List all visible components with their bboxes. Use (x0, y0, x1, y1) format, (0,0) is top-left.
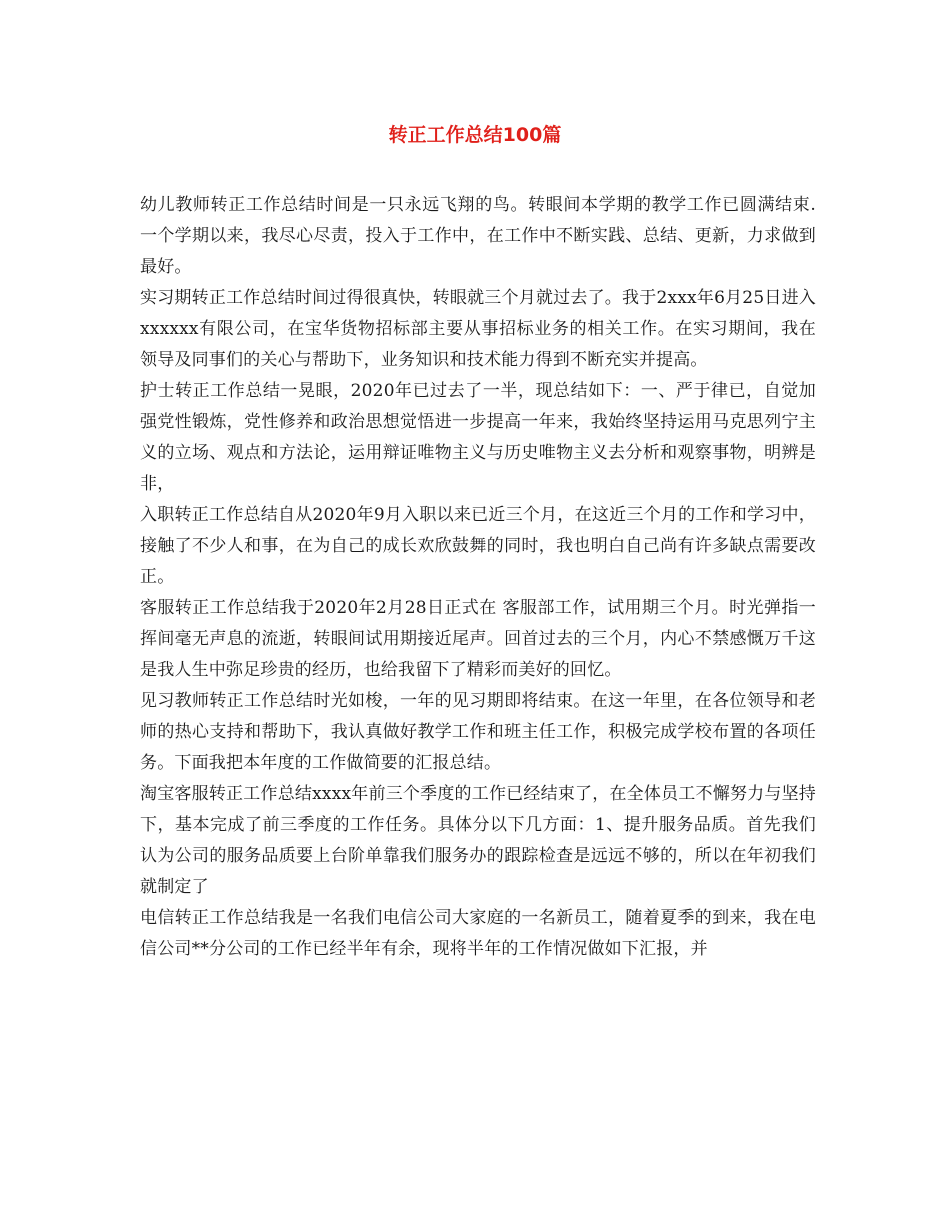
document-body (140, 190, 816, 965)
paragraph-nurse: 护士转正工作总结一晃眼，2020年已过去了一半，现总结如下：一、严于律已，自觉加强党性锻炼，党性修养和政治思想觉悟进一步提高一年来，我始终坚持运用马克思列宁主义的立场、观点和方法论，运用辩证唯物主义与历史唯物主义去分析和观察事物，明辨是非， (140, 381, 816, 494)
paragraph-internship: 实习期转正工作总结时间过得很真快，转眼就三个月就过去了。我于2xxx年6月25日进入xxxxxx有限公司，在宝华货物招标部主要从事招标业务的相关工作。在实习期间，我在领导及同事们的关心与帮助下，业务知识和技术能力得到不断充实并提高。 (140, 288, 816, 370)
document-title: 转正工作总结100篇 (388, 124, 562, 146)
paragraph-customer-service: 客服转正工作总结我于2020年2月28日正式在 客服部工作，试用期三个月。时光弹指一挥间毫无声息的流逝，转眼间试用期接近尾声。回首过去的三个月，内心不禁感慨万千这是我人生中弥足珍贵的经历，也给我留下了精彩而美好的回忆。 (140, 598, 816, 680)
paragraph-telecom: 电信转正工作总结我是一名我们电信公司大家庭的一名新员工，随着夏季的到来，我在电信公司**分公司的工作已经半年有余，现将半年的工作情况做如下汇报，并 (140, 908, 816, 959)
paragraph-onboarding: 入职转正工作总结自从2020年9月入职以来已近三个月，在这近三个月的工作和学习中，接触了不少人和事，在为自己的成长欢欣鼓舞的同时，我也明白自己尚有许多缺点需要改正。 (140, 505, 816, 587)
paragraph-trainee-teacher: 见习教师转正工作总结时光如梭，一年的见习期即将结束。在这一年里，在各位领导和老师的热心支持和帮助下，我认真做好教学工作和班主任工作，积极完成学校布置的各项任务。下面我把本年度的工作做简要的汇报总结。 (140, 691, 816, 773)
paragraph-taobao-service: 淘宝客服转正工作总结xxxx年前三个季度的工作已经结束了，在全体员工不懈努力与坚持下，基本完成了前三季度的工作任务。具体分以下几方面：1、提升服务品质。首先我们认为公司的服务品质要上台阶单靠我们服务办的跟踪检查是远远不够的，所以在年初我们就制定了 (140, 784, 816, 897)
paragraph-kindergarten-teacher: 幼儿教师转正工作总结时间是一只永远飞翔的鸟。转眼间本学期的教学工作已圆满结束.一个学期以来，我尽心尽责，投入于工作中，在工作中不断实践、总结、更新，力求做到最好。 (140, 195, 816, 277)
